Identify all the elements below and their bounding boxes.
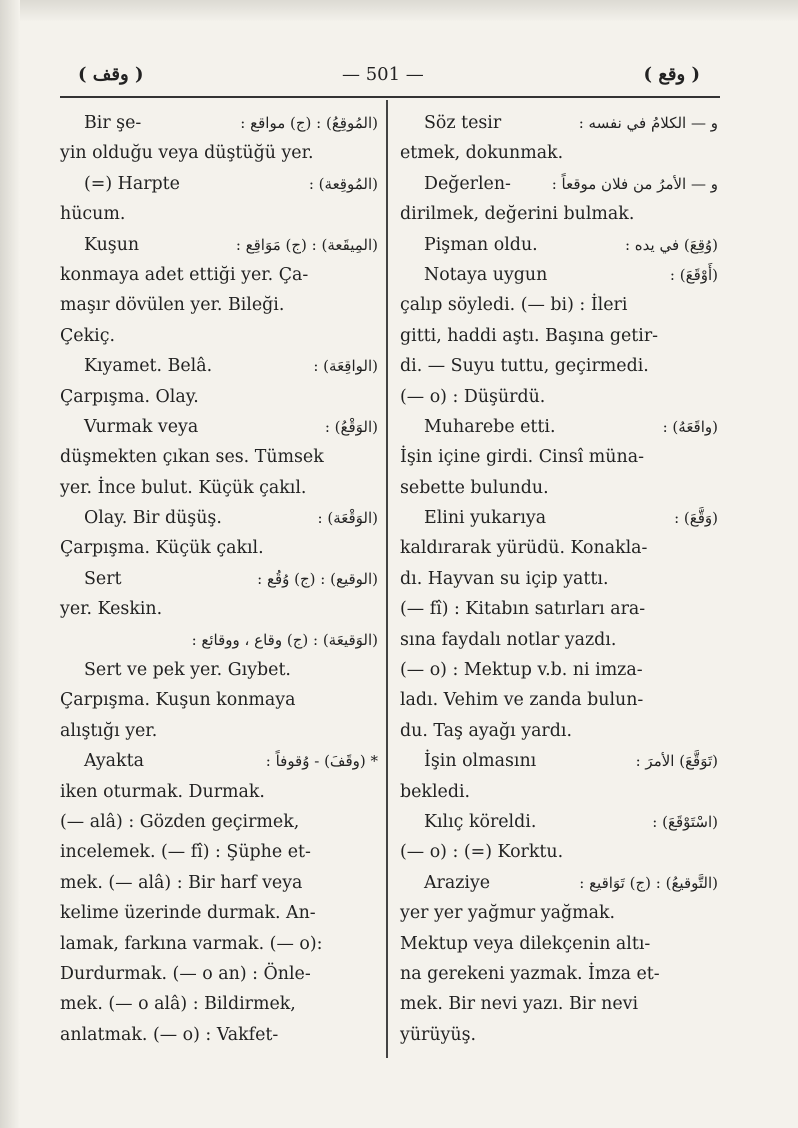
text-line xyxy=(60,959,378,989)
turkish-text: yer yer yağmur yağmak. xyxy=(400,903,616,924)
arabic-headword: (وَقَّعَ) : xyxy=(674,509,718,528)
text-line xyxy=(400,594,718,624)
text-line xyxy=(60,503,378,533)
text-line xyxy=(60,625,378,655)
text-line xyxy=(60,929,378,959)
page-number: — 501 — xyxy=(342,64,424,85)
turkish-text: maşır dövülen yer. Bileği. xyxy=(60,295,285,316)
turkish-text: Vurmak veya xyxy=(84,416,199,437)
turkish-text: kelime üzerinde durmak. An- xyxy=(60,903,316,924)
turkish-text: yürüyüş. xyxy=(400,1024,477,1045)
turkish-text: lamak, farkına varmak. (— o): xyxy=(60,933,323,954)
arabic-headword: (تَوَقَّعَ) الأمرَ : xyxy=(635,752,718,771)
text-line xyxy=(60,685,378,715)
turkish-text: yin olduğu veya düştüğü yer. xyxy=(60,143,314,164)
arabic-headword: (الواقِعَة) : xyxy=(313,357,378,376)
arabic-headword: و — الكلامُ في نفسه : xyxy=(578,114,718,132)
turkish-text: dı. Hayvan su içip yattı. xyxy=(400,568,609,589)
text-line xyxy=(400,382,718,412)
turkish-text: Kılıç köreldi. xyxy=(424,811,537,832)
arabic-headword: (الوَقْعُ) : xyxy=(324,417,378,436)
text-line xyxy=(60,807,378,837)
text-line xyxy=(60,655,378,685)
arabic-headword: (وُقِعَ) في يده : xyxy=(624,235,718,254)
text-line xyxy=(400,777,718,807)
turkish-text: Değerlen- xyxy=(424,173,511,194)
turkish-text: (— o) : Düşürdü. xyxy=(400,386,546,407)
turkish-text: sına faydalı notlar yazdı. xyxy=(400,629,617,650)
text-line xyxy=(400,959,718,989)
text-line xyxy=(60,230,378,260)
text-line xyxy=(400,108,718,138)
text-line xyxy=(400,898,718,928)
text-line xyxy=(60,351,378,381)
turkish-text: Çarpışma. Kuşun konmaya xyxy=(60,690,296,711)
turkish-text: mek. (— alâ) : Bir harf veya xyxy=(60,872,303,893)
turkish-text: dirilmek, değerini bulmak. xyxy=(400,204,635,225)
text-line xyxy=(60,533,378,563)
turkish-text: İşin içine girdi. Cinsî müna- xyxy=(400,447,644,468)
turkish-text: Elini yukarıya xyxy=(424,508,547,529)
text-line xyxy=(400,655,718,685)
text-line xyxy=(400,169,718,199)
arabic-headword: (أَوْقَعَ) : xyxy=(669,265,718,284)
arabic-headword: (المِيقَعة) : (ج) مَوَاقِع : xyxy=(235,235,378,254)
text-line xyxy=(400,199,718,229)
text-line xyxy=(60,989,378,1019)
turkish-text: çalıp söyledi. (— bi) : İleri xyxy=(400,295,628,316)
turkish-text: sebette bulundu. xyxy=(400,477,549,498)
text-line xyxy=(60,594,378,624)
text-line xyxy=(60,898,378,928)
arabic-headword: و — الأمرُ من فلان موقعاً : xyxy=(551,174,718,193)
turkish-text: Durdurmak. (— o an) : Önle- xyxy=(60,963,311,984)
turkish-text: incelemek. (— fî) : Şüphe et- xyxy=(60,842,311,863)
turkish-text: düşmekten çıkan ses. Tümsek xyxy=(60,447,324,468)
text-line xyxy=(400,1020,718,1050)
turkish-text: alıştığı yer. xyxy=(60,720,158,741)
turkish-text: (— alâ) : Gözden geçirmek, xyxy=(60,811,300,832)
text-line xyxy=(400,837,718,867)
arabic-headword: (الوَقْعَة) : xyxy=(317,509,378,528)
text-line xyxy=(60,290,378,320)
text-line xyxy=(400,138,718,168)
text-line xyxy=(400,442,718,472)
column-divider xyxy=(386,100,388,1058)
text-line xyxy=(400,929,718,959)
turkish-text: gitti, haddi aştı. Başına getir- xyxy=(400,325,659,346)
turkish-text: Sert ve pek yer. Gıybet. xyxy=(84,660,291,681)
turkish-text: Araziye xyxy=(424,872,491,893)
page-top-shadow xyxy=(0,0,798,22)
page-edge-shadow xyxy=(0,0,20,1128)
turkish-text: (— o) : (=) Korktu. xyxy=(400,842,564,863)
turkish-text: İşin olmasını xyxy=(424,751,537,772)
text-line xyxy=(400,868,718,898)
text-line xyxy=(60,169,378,199)
text-line xyxy=(60,473,378,503)
text-line xyxy=(60,321,378,351)
turkish-text: mek. (— o alâ) : Bildirmek, xyxy=(60,994,296,1015)
arabic-headword: (المُوقِعة) : xyxy=(308,174,378,193)
turkish-text: bekledi. xyxy=(400,781,471,802)
arabic-headword: (اسْتَوْقَعَ) : xyxy=(652,812,718,831)
turkish-text: Ayakta xyxy=(84,751,144,772)
turkish-text: Muharebe etti. xyxy=(424,416,556,437)
left-column xyxy=(60,108,378,1050)
text-line xyxy=(400,989,718,1019)
turkish-text: Pişman oldu. xyxy=(424,234,538,255)
turkish-text: Çarpışma. Olay. xyxy=(60,386,199,407)
text-line xyxy=(60,138,378,168)
turkish-text: yer. İnce bulut. Küçük çakıl. xyxy=(60,477,307,498)
turkish-text: yer. Keskin. xyxy=(60,599,163,620)
text-line xyxy=(400,746,718,776)
turkish-text: ladı. Vehim ve zanda bulun- xyxy=(400,690,644,711)
turkish-text: Çarpışma. Küçük çakıl. xyxy=(60,538,264,559)
text-line xyxy=(60,199,378,229)
arabic-headword: (المُوقِعُ) : (ج) مواقع : xyxy=(240,114,378,132)
turkish-text: etmek, dokunmak. xyxy=(400,143,564,164)
text-line xyxy=(60,746,378,776)
turkish-text: anlatmak. (— o) : Vakfet- xyxy=(60,1024,279,1045)
arabic-headword: (الوقيع) : (ج) وُقُع : xyxy=(257,569,378,588)
turkish-text: Notaya uygun xyxy=(424,264,548,285)
right-column xyxy=(400,108,718,1050)
text-line xyxy=(60,837,378,867)
text-line xyxy=(400,685,718,715)
text-line xyxy=(400,290,718,320)
text-line xyxy=(400,351,718,381)
turkish-text: kaldırarak yürüdü. Konakla- xyxy=(400,538,648,559)
text-line xyxy=(60,1020,378,1050)
text-line xyxy=(400,807,718,837)
turkish-text: Kıyamet. Belâ. xyxy=(84,356,213,377)
text-line xyxy=(400,230,718,260)
arabic-headword: (الوَقيعَة) : (ج) وقاع ، ووقائع : xyxy=(191,630,378,649)
turkish-text: (— fî) : Kitabın satırları ara- xyxy=(400,599,646,620)
turkish-text: Sert xyxy=(84,568,122,589)
text-line xyxy=(400,716,718,746)
turkish-text: (— o) : Mektup v.b. ni imza- xyxy=(400,660,643,681)
text-line xyxy=(60,442,378,472)
header-right-entry: ( وقع ) xyxy=(643,64,700,85)
text-line xyxy=(60,260,378,290)
text-line xyxy=(400,625,718,655)
turkish-text: di. — Suyu tuttu, geçirmedi. xyxy=(400,356,649,377)
header-left-entry: ( وقف ) xyxy=(78,64,144,85)
turkish-text: mek. Bir nevi yazı. Bir nevi xyxy=(400,994,639,1015)
text-line xyxy=(60,777,378,807)
turkish-text: (=) Harpte xyxy=(84,173,180,194)
text-line xyxy=(400,260,718,290)
turkish-text: Söz tesir xyxy=(424,113,502,133)
turkish-text: hücum. xyxy=(60,204,126,225)
text-line xyxy=(60,382,378,412)
turkish-text: na gerekeni yazmak. İmza et- xyxy=(400,963,660,984)
turkish-text: Bir şe- xyxy=(84,113,142,133)
turkish-text: Çekiç. xyxy=(60,325,115,346)
text-line xyxy=(400,564,718,594)
turkish-text: iken oturmak. Durmak. xyxy=(60,781,265,802)
turkish-text: Olay. Bir düşüş. xyxy=(84,508,222,529)
text-line xyxy=(60,412,378,442)
turkish-text: du. Taş ayağı yardı. xyxy=(400,720,572,741)
page-header xyxy=(70,60,710,94)
turkish-text: Mektup veya dilekçenin altı- xyxy=(400,933,651,954)
turkish-text: Kuşun xyxy=(84,234,140,255)
text-line xyxy=(60,108,378,138)
text-line xyxy=(60,868,378,898)
turkish-text: konmaya adet ettiği yer. Ça- xyxy=(60,264,309,285)
text-line xyxy=(400,412,718,442)
arabic-headword: (واقَعَهُ) : xyxy=(662,417,718,436)
text-line xyxy=(400,473,718,503)
text-line xyxy=(60,564,378,594)
text-line xyxy=(400,321,718,351)
text-line xyxy=(400,503,718,533)
arabic-headword: (التَّوقيعُ) : (ج) تَوَاقيع : xyxy=(579,873,718,892)
text-line xyxy=(60,716,378,746)
header-rule xyxy=(60,96,720,98)
text-line xyxy=(400,533,718,563)
arabic-headword: * (وقَفَ) - وُقوفاً : xyxy=(265,752,378,771)
